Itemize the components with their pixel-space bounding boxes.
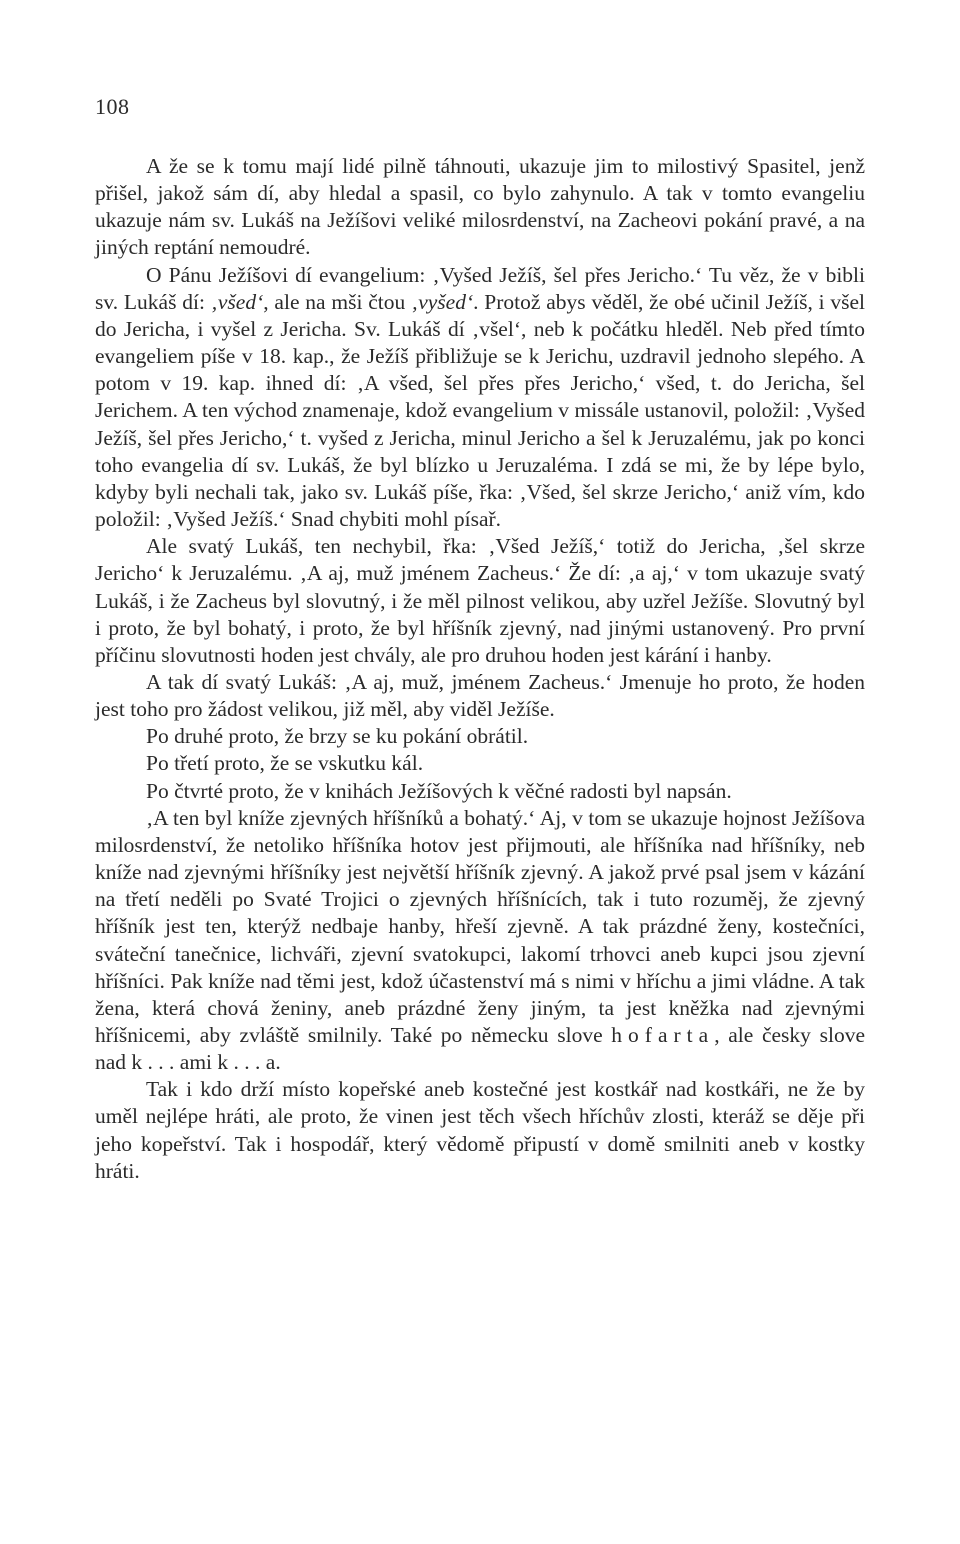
paragraph bbox=[95, 750, 865, 777]
text-segment: . Protož abys věděl, že obé učinil Ježíš, i všel do Jericha, i vyšel z Jericha. Sv. Lukáš dí ‚všel‘, neb k počátku hleděl. Neb před tímto evangeliem píše v 18. kap., že Ježíš přibližuje se k Jerichu, uzdravil jednoho slepého. A potom v 19. kap. ihned dí: ‚A všed, šel přes přes Jericho,‘ všed, t. do Jericha, šel Jerichem. A ten východ znamenaje, kdož evangelium v missále ustanovil, položil: ‚Vyšed Ježíš, šel přes Jericho,‘ t. vyšed z Jericha, minul Jericho a šel k Jeruzalému, jak po konci toho evangelia dí sv. Lukáš, že byl blízko u Jeruzaléma. I zdá se mi, že by lépe bylo, kdyby byli nechali tak, jako sv. Lukáš píše, řka: ‚Všed, šel skrze Jericho,‘ aniž vím, kdo položil: ‚Vyšed Ježíš.‘ Snad chybiti mohl písař. bbox=[95, 289, 866, 532]
text-segment: Tak i kdo drží místo kopeřské aneb kostečné jest kostkář nad kostkáři, ne že by uměl nejlépe hráti, ale proto, že vinen jest těch všech hříchův zlosti, kteráž se děje při jeho kopeřství. Tak i hospodář, který vědomě připustí v domě smilniti aneb v kostky hráti. bbox=[95, 1077, 865, 1183]
text-segment: , ale na mši čtou bbox=[263, 289, 412, 314]
paragraph bbox=[95, 778, 865, 805]
emphasized-text: ‚všed‘ bbox=[210, 289, 264, 314]
paragraph bbox=[95, 805, 865, 1077]
emphasized-text: ‚vyšed‘ bbox=[411, 289, 474, 314]
spaced-text: hofarta bbox=[611, 1023, 715, 1047]
paragraph bbox=[95, 533, 865, 669]
paragraph bbox=[95, 1076, 865, 1185]
text-segment: Ale svatý Lukáš, ten nechybil, řka: ‚Všed Ježíš,‘ totiž do Jericha, ‚šel skrze Jericho‘ k Jeruzalému. ‚A aj, muž jménem Zacheus.‘ Že dí: ‚a aj,‘ v tom ukazuje svatý Lukáš, i že Zacheus byl slovutný, i že měl pilnost velikou, aby uzřel Ježíše. Slovutný byl i proto, že byl bohatý, i proto, že byl hříšník zjevný, nad jinými ustanovený. Pro první příčinu slovutnosti hoden jest chvály, ale pro druhou hoden jest kárání i hanby. bbox=[95, 534, 865, 667]
text-segment: A tak dí svatý Lukáš: ‚A aj, muž, jménem Zacheus.‘ Jmenuje ho proto, že hoden jest toho pro žádost velikou, již měl, aby viděl Ježíše. bbox=[95, 669, 865, 722]
paragraph bbox=[95, 723, 865, 750]
paragraph bbox=[95, 262, 865, 534]
text-segment: Po druhé proto, že brzy se ku pokání obrátil. bbox=[146, 724, 529, 749]
paragraph bbox=[95, 669, 865, 723]
page-number: 108 bbox=[95, 94, 130, 119]
text-segment: O Pánu Ježíšovi dí evangelium: ‚Vyšed Ježíš, šel přes Jericho.‘ Tu věz, že v bibli sv. Lukáš dí: bbox=[95, 262, 865, 314]
text-segment: A že se k tomu mají lidé pilně táhnouti, ukazuje jim to milostivý Spasitel, jenž přišel, jakož sám dí, aby hledal a spasil, co bylo zahynulo. A tak v tomto evangeliu ukazuje nám sv. Lukáš na Ježíšovi veliké milosrdenství, na Zacheovi pokání pravé, a na jiných reptání nemoudré. bbox=[95, 154, 865, 260]
text-segment: Po čtvrté proto, že v knihách Ježíšových k věčné radosti byl napsán. bbox=[146, 778, 732, 803]
text-segment: , ale česky slove nad k . . . ami k . . . a. bbox=[95, 1023, 865, 1075]
paragraph bbox=[95, 153, 865, 262]
body-text bbox=[95, 153, 865, 1185]
text-segment: ‚A ten byl kníže zjevných hříšníků a bohatý.‘ Aj, v tom se ukazuje hojnost Ježíšova milosrdenství, že netoliko hříšníka hotov jest přijmouti, ale hříšníka nad hříšníky, neb kníže nad zjevnými hříšníky jest největší hříšník zjevný. A jakož prvé psal jsem v kázání na třetí neděli po Svaté Trojici o zjevných hříšnících, tak i tuto rozuměj, že zjevný hříšník jest ten, kterýž nedbaje hanby, hřeší zjevně. A tak prázdné ženy, kostečníci, sváteční tanečnice, lichváři, zjevní svatokupci, lakomí trhovci aneb kupci jsou zjevní hříšníci. Pak kníže nad těmi jest, kdož účastenství má s nimi v hříchu a jimi vládne. A tak žena, která chová ženiny, aneb prázdné ženy jiným, ta jest kněžka nad zjevnými hříšnicemi, aby zvláště smilnily. Také po německu slove bbox=[95, 805, 865, 1047]
text-segment: Po třetí proto, že se vskutku kál. bbox=[146, 751, 424, 776]
